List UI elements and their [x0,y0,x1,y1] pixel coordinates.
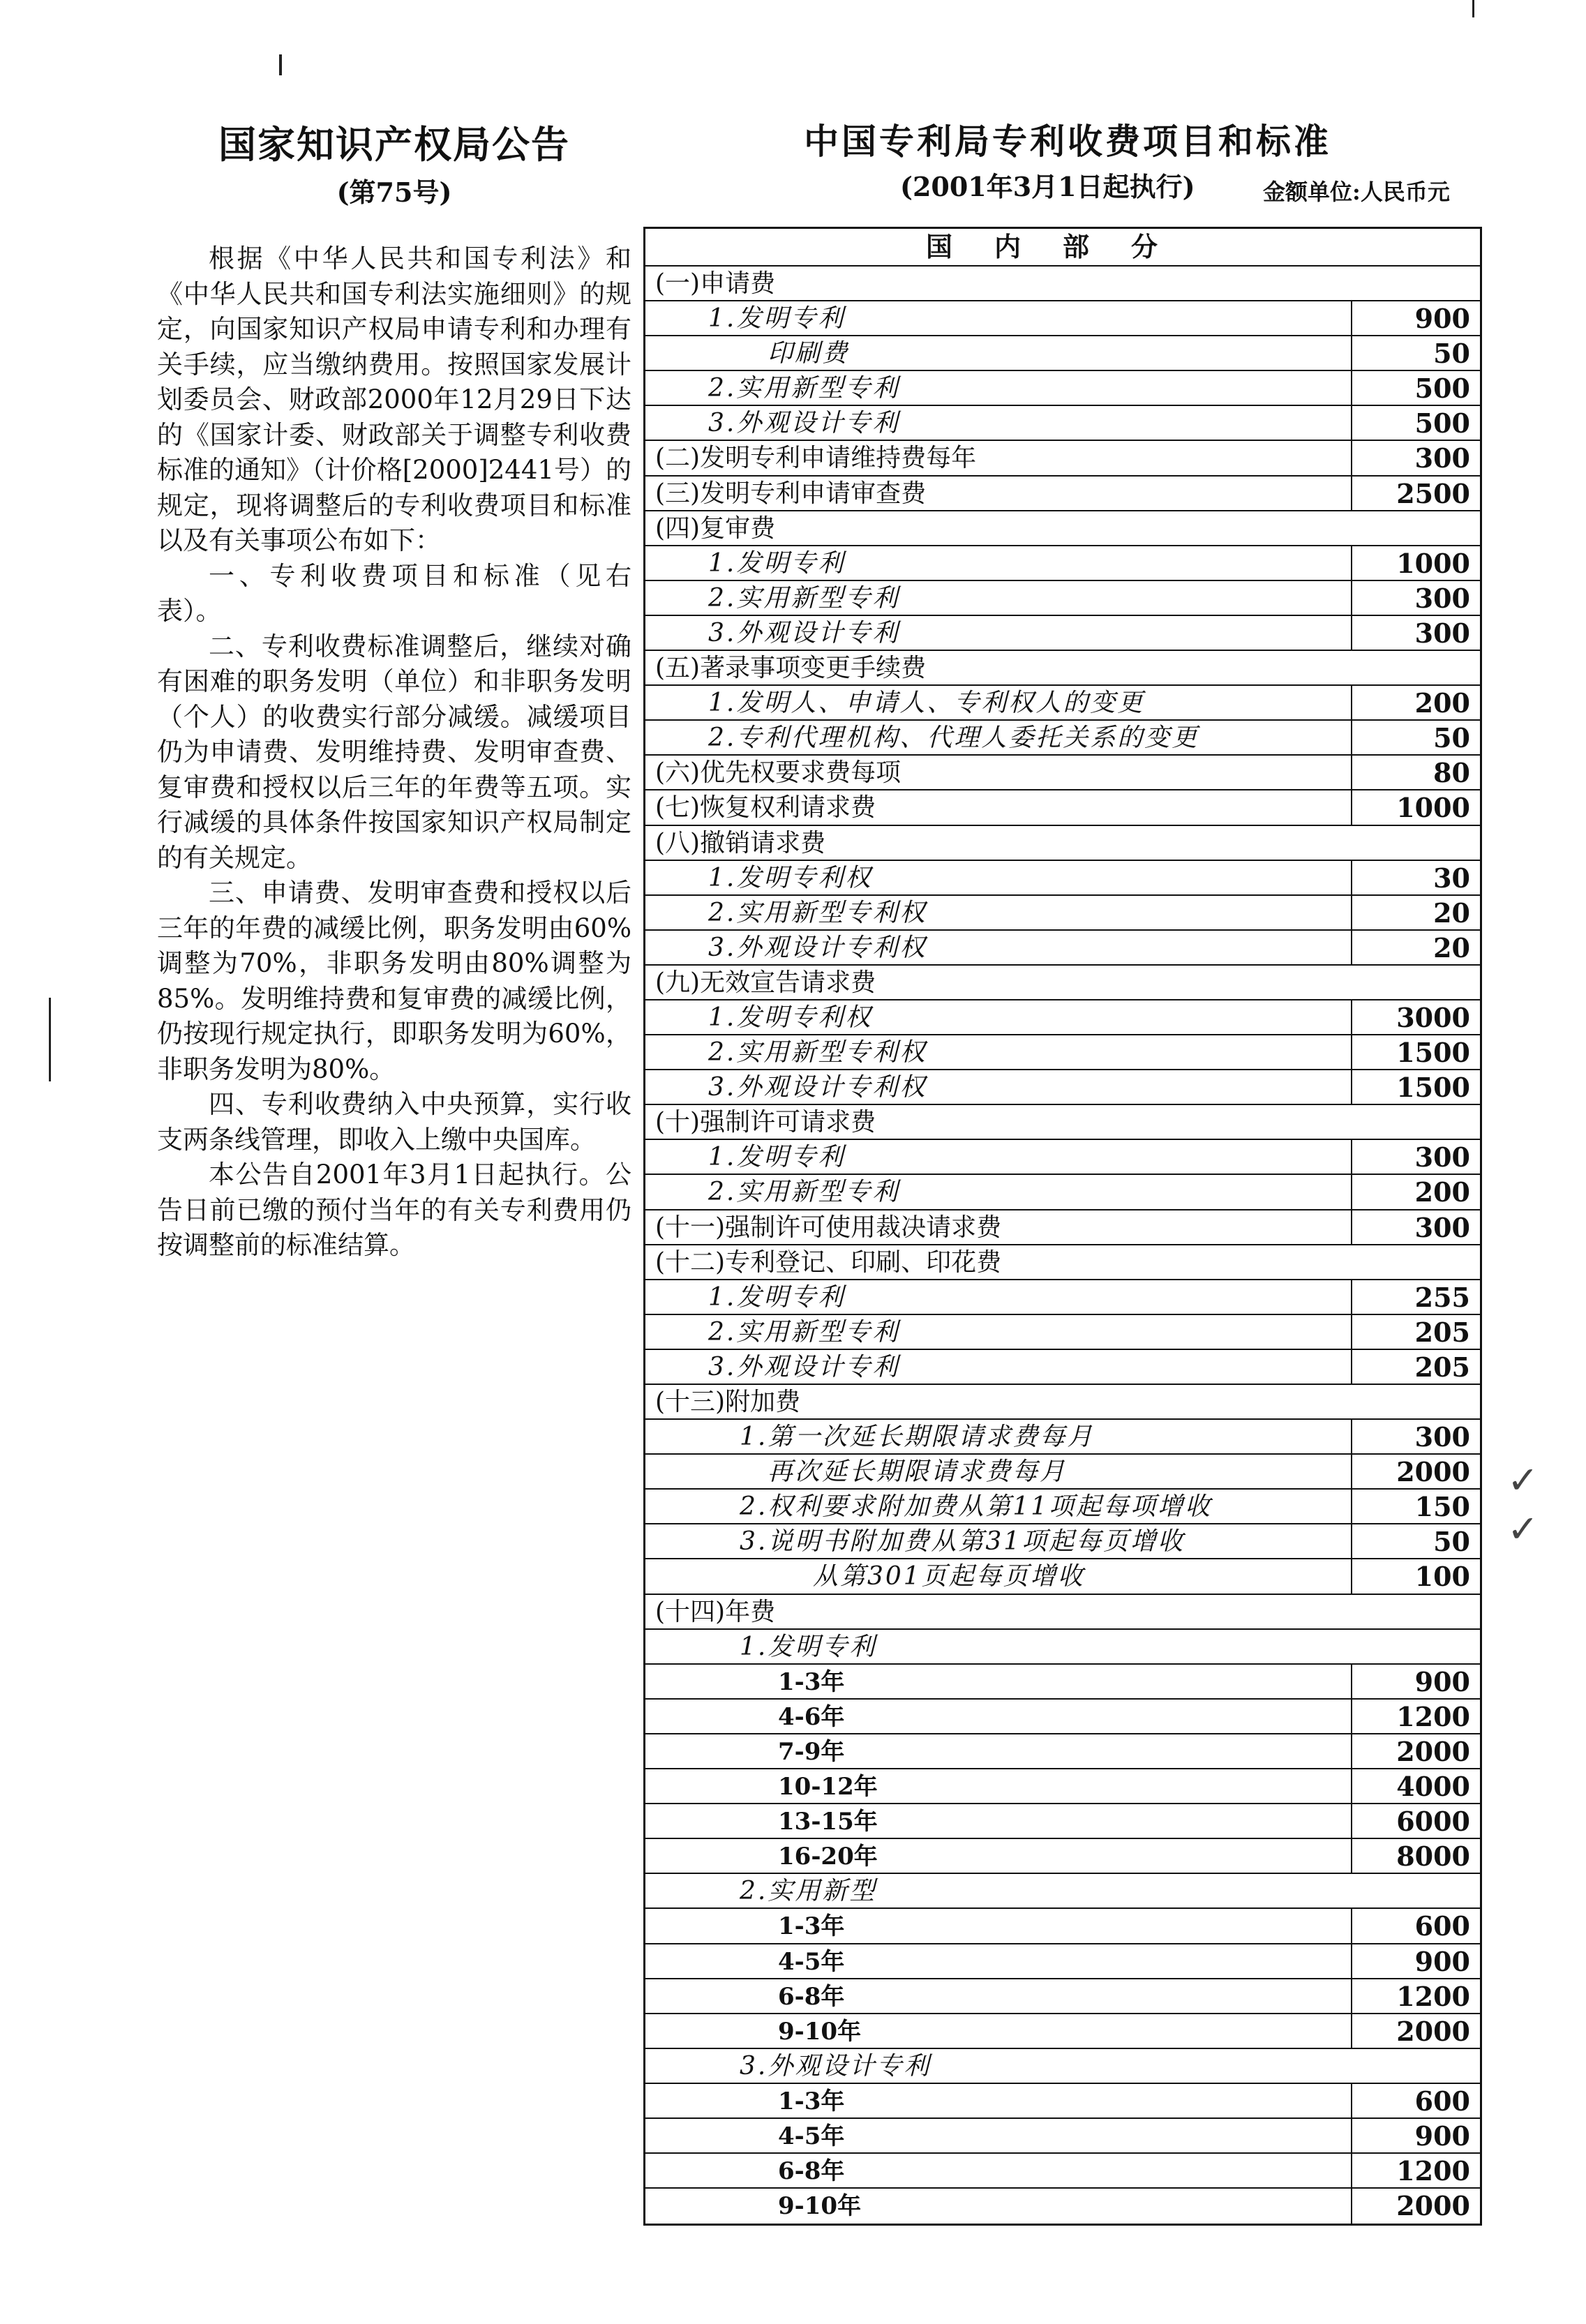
fee-amount: 900 [1351,1944,1480,1978]
fee-row [645,686,1480,721]
fee-amount: 300 [1351,1140,1480,1174]
fee-amount: 1000 [1351,790,1480,824]
fee-item-label: 1.发明专利 [708,1143,846,1172]
fee-row [645,2014,1480,2049]
fee-row [645,267,1480,301]
fee-item-label: 2.实用新型专利权 [708,1038,927,1067]
fee-item-label: (十)强制许可请求费 [655,1108,876,1137]
fee-row [645,790,1480,825]
fee-row [645,721,1480,756]
fee-item-label: 2.实用新型专利 [708,1178,900,1207]
fee-row [645,336,1480,371]
fee-amount: 2000 [1351,1455,1480,1488]
fee-item-label: 4-5年 [778,2122,845,2150]
fee-item-label: 2.实用新型专利 [708,1317,900,1347]
fee-row [645,1595,1480,1630]
fee-item-label: 2.实用新型 [740,1877,877,1906]
fee-amount: 50 [1351,1524,1480,1558]
announcement-paragraph: 三、申请费、发明审查费和授权以后三年的年费的减缓比例，职务发明由60%调整为70%，非职务发明由80%调整为85%。发明维持费和复审费的减缓比例，仍按现行规定执行，即职务发明为60%，非职务发明为80%。 [157,878,631,1084]
fee-row [645,966,1480,1000]
fee-item-label: 1.发明专利 [708,548,846,578]
fee-row [645,931,1480,966]
fee-amount: 1500 [1351,1070,1480,1104]
fee-amount: 600 [1351,2084,1480,2117]
fee-item-label: (四)复审费 [655,513,776,543]
fee-amount: 20 [1351,931,1480,964]
fee-row [645,651,1480,686]
fee-item-label: 13-15年 [778,1808,878,1836]
fee-amount: 6000 [1351,1804,1480,1838]
fee-row [645,1839,1480,1874]
fee-item-label: 1.发明专利权 [708,863,873,892]
fee-item-label: 2.实用新型专利 [708,374,900,403]
fee-item-label: (十二)专利登记、印刷、印花费 [655,1247,1002,1277]
fee-item-label: 7-9年 [778,1737,845,1766]
fee-item-label: 1.第一次延长期限请求费每月 [740,1423,1095,1452]
fee-row [645,1000,1480,1035]
fee-amount: 1200 [1351,1700,1480,1733]
fee-row [645,1385,1480,1420]
fee-item-label: 1-3年 [778,2087,845,2115]
fee-row [645,1245,1480,1280]
fee-amount: 300 [1351,1420,1480,1453]
fee-item-label: (八)撤销请求费 [655,828,826,857]
fee-amount: 150 [1351,1490,1480,1523]
fee-amount: 2000 [1351,2189,1480,2224]
fee-row [645,2119,1480,2154]
fee-row [645,1524,1480,1559]
fee-row [645,1630,1480,1665]
fee-item-label: 3.说明书附加费从第31项起每页增收 [740,1527,1185,1557]
fee-row [645,546,1480,581]
fee-item-label: 1.发明人、申请人、专利权人的变更 [708,689,1145,718]
fee-amount: 4000 [1351,1769,1480,1803]
fee-amount: 20 [1351,896,1480,929]
fee-item-label: 2.实用新型专利权 [708,898,927,927]
fee-item-label: 印刷费 [768,339,850,368]
fee-amount: 2500 [1351,477,1480,510]
fee-amount: 300 [1351,581,1480,615]
fee-item-label: (三)发明专利申请审查费 [655,479,927,508]
fee-amount: 30 [1351,861,1480,894]
fee-item-label: 1.发明专利 [708,304,846,333]
fee-row [645,2084,1480,2119]
fee-row [645,1979,1480,2014]
fee-row [645,371,1480,406]
check-mark-icon: ✓ [1507,1458,1539,1502]
fee-row [645,1455,1480,1490]
fee-row [645,1070,1480,1105]
fee-amount: 2000 [1351,1734,1480,1768]
fee-row [645,1700,1480,1734]
fee-table-header: 国内部分 [645,229,1480,267]
fee-item-label: 6-8年 [778,2157,845,2186]
fee-item-label: (十四)年费 [655,1597,776,1626]
announcement [157,117,631,1264]
fee-row [645,861,1480,896]
fee-item-label: 3.外观设计专利 [708,409,900,438]
fee-row [645,756,1480,790]
fee-amount: 8000 [1351,1839,1480,1873]
fee-item-label: 1.发明专利 [708,1282,846,1312]
fee-row [645,1035,1480,1070]
announcement-paragraph: 四、专利收费纳入中央预算，实行收支两条线管理，即收入上缴中央国库。 [157,1089,631,1155]
fee-amount: 205 [1351,1350,1480,1384]
fee-row [645,301,1480,336]
announcement-title: 国家知识产权局公告 [218,122,570,167]
fee-row [645,826,1480,861]
fee-item-label: 1.发明专利 [740,1632,877,1661]
fee-item-label: 3.外观设计专利 [740,2051,932,2081]
fee-item-label: 16-20年 [778,1843,878,1871]
fee-item-label: 1-3年 [778,1667,845,1696]
fee-row [645,1734,1480,1769]
fee-row [645,1280,1480,1315]
fee-item-label: (二)发明专利申请维持费每年 [655,444,977,473]
announcement-paragraph: 二、专利收费标准调整后，继续对确有困难的职务发明（单位）和非职务发明（个人）的收费实行部分减缓。减缓项目仍为申请费、发明维持费、发明审查费、复审费和授权以后三年的年费等五项。实行减缓的具体条件按国家知识产权局制定的有关规定。 [157,631,631,873]
fee-item-label: (十三)附加费 [655,1388,801,1416]
fee-row [645,1769,1480,1804]
fee-row [645,1490,1480,1524]
fee-item-label: 9-10年 [778,2017,862,2046]
fee-item-label: 4-6年 [778,1702,845,1731]
fee-item-label: 3.外观设计专利 [708,618,900,647]
fee-item-label: (六)优先权要求费每项 [655,758,902,788]
announcement-paragraph: 本公告自2001年3月1日起执行。公告日前已缴的预付当年的有关专利费用仍按调整前的标准结算。 [157,1160,631,1260]
fee-table-title: 中国专利局专利收费项目和标准 [804,121,1331,162]
fee-amount: 1200 [1351,1979,1480,2013]
fee-amount: 300 [1351,441,1480,474]
fee-row [645,1874,1480,1909]
fee-row [645,2049,1480,2084]
fee-row [645,477,1480,511]
fee-item-label: (九)无效宣告请求费 [655,968,876,997]
fee-item-label: 从第301页起每页增收 [813,1562,1085,1591]
fee-row [645,1944,1480,1979]
fee-item-label: (五)著录事项变更手续费 [655,654,927,683]
fee-item-label: 再次延长期限请求费每月 [768,1457,1068,1487]
fee-row [645,1315,1480,1350]
fee-row [645,581,1480,616]
fee-amount: 3000 [1351,1000,1480,1034]
fee-item-label: 2.权利要求附加费从第11项起每项增收 [740,1492,1213,1522]
fee-item-label: 3.外观设计专利权 [708,933,927,962]
fee-amount: 900 [1351,301,1480,335]
fee-table-body [645,267,1480,2224]
fee-row [645,2154,1480,2189]
scan-mark [279,54,282,75]
fee-amount: 500 [1351,406,1480,440]
fee-row [645,1105,1480,1140]
fee-amount: 1500 [1351,1035,1480,1069]
fee-amount: 300 [1351,616,1480,650]
fee-row [645,1804,1480,1839]
fee-row [645,1420,1480,1455]
fee-amount: 50 [1351,721,1480,754]
fee-row [645,1175,1480,1210]
scan-mark [49,998,51,1081]
fee-amount: 600 [1351,1909,1480,1942]
fee-row [645,441,1480,476]
fee-amount: 205 [1351,1315,1480,1349]
fee-amount: 200 [1351,1175,1480,1208]
fee-item-label: 3.外观设计专利 [708,1352,900,1381]
fee-item-label: 1-3年 [778,1912,845,1941]
fee-item-label: 3.外观设计专利权 [708,1073,927,1102]
scan-mark [1472,0,1474,17]
fee-table [643,227,1482,2226]
fee-amount: 100 [1351,1559,1480,1593]
fee-row [645,1559,1480,1594]
announcement-number: (第75号) [336,177,452,208]
fee-amount: 255 [1351,1280,1480,1314]
fee-row [645,1909,1480,1944]
fee-row [645,1140,1480,1175]
fee-amount: 1200 [1351,2154,1480,2187]
fee-amount: 900 [1351,2119,1480,2152]
fee-amount: 1000 [1351,546,1480,580]
fee-item-label: (一)申请费 [655,269,776,298]
fee-item-label: 1.发明专利权 [708,1003,873,1032]
fee-item-label: 2.专利代理机构、代理人委托关系的变更 [708,724,1199,753]
fee-row [645,406,1480,441]
fee-item-label: (七)恢复权利请求费 [655,793,876,823]
fee-row [645,1665,1480,1700]
fee-item-label: 9-10年 [778,2192,862,2221]
announcement-paragraph: 一、专利收费项目和标准（见右表）。 [157,560,631,626]
fee-amount: 2000 [1351,2014,1480,2048]
fee-item-label: 10-12年 [778,1773,878,1801]
fee-item-label: 2.实用新型专利 [708,583,900,613]
fee-table-subtitle: (2001年3月1日起执行) [900,171,1195,202]
fee-item-label: 4-5年 [778,1947,845,1976]
fee-amount: 900 [1351,1665,1480,1698]
fee-row [645,1350,1480,1385]
fee-item-label: (十一)强制许可使用裁决请求费 [655,1213,1002,1242]
fee-row [645,896,1480,931]
fee-row [645,511,1480,546]
fee-amount: 50 [1351,336,1480,370]
fee-row [645,1210,1480,1245]
fee-row [645,2189,1480,2224]
fee-amount: 500 [1351,371,1480,405]
fee-amount: 200 [1351,686,1480,719]
fee-row [645,616,1480,651]
check-mark-icon: ✓ [1507,1507,1539,1551]
fee-item-label: 6-8年 [778,1982,845,2011]
currency-unit: 金额单位:人民币元 [1263,179,1450,205]
announcement-paragraph: 根据《中华人民共和国专利法》和《中华人民共和国专利法实施细则》的规定，向国家知识产权局申请专利和办理有关手续，应当缴纳费用。按照国家发展计划委员会、财政部2000年12月29日下达的《国家计委、财政部关于调整专利收费标准的通知》（计价格[2000]2441号）的规定，现将调整后的专利收费项目和标准以及有关事项公布如下： [157,243,631,555]
fee-amount: 80 [1351,756,1480,789]
fee-amount: 300 [1351,1210,1480,1244]
